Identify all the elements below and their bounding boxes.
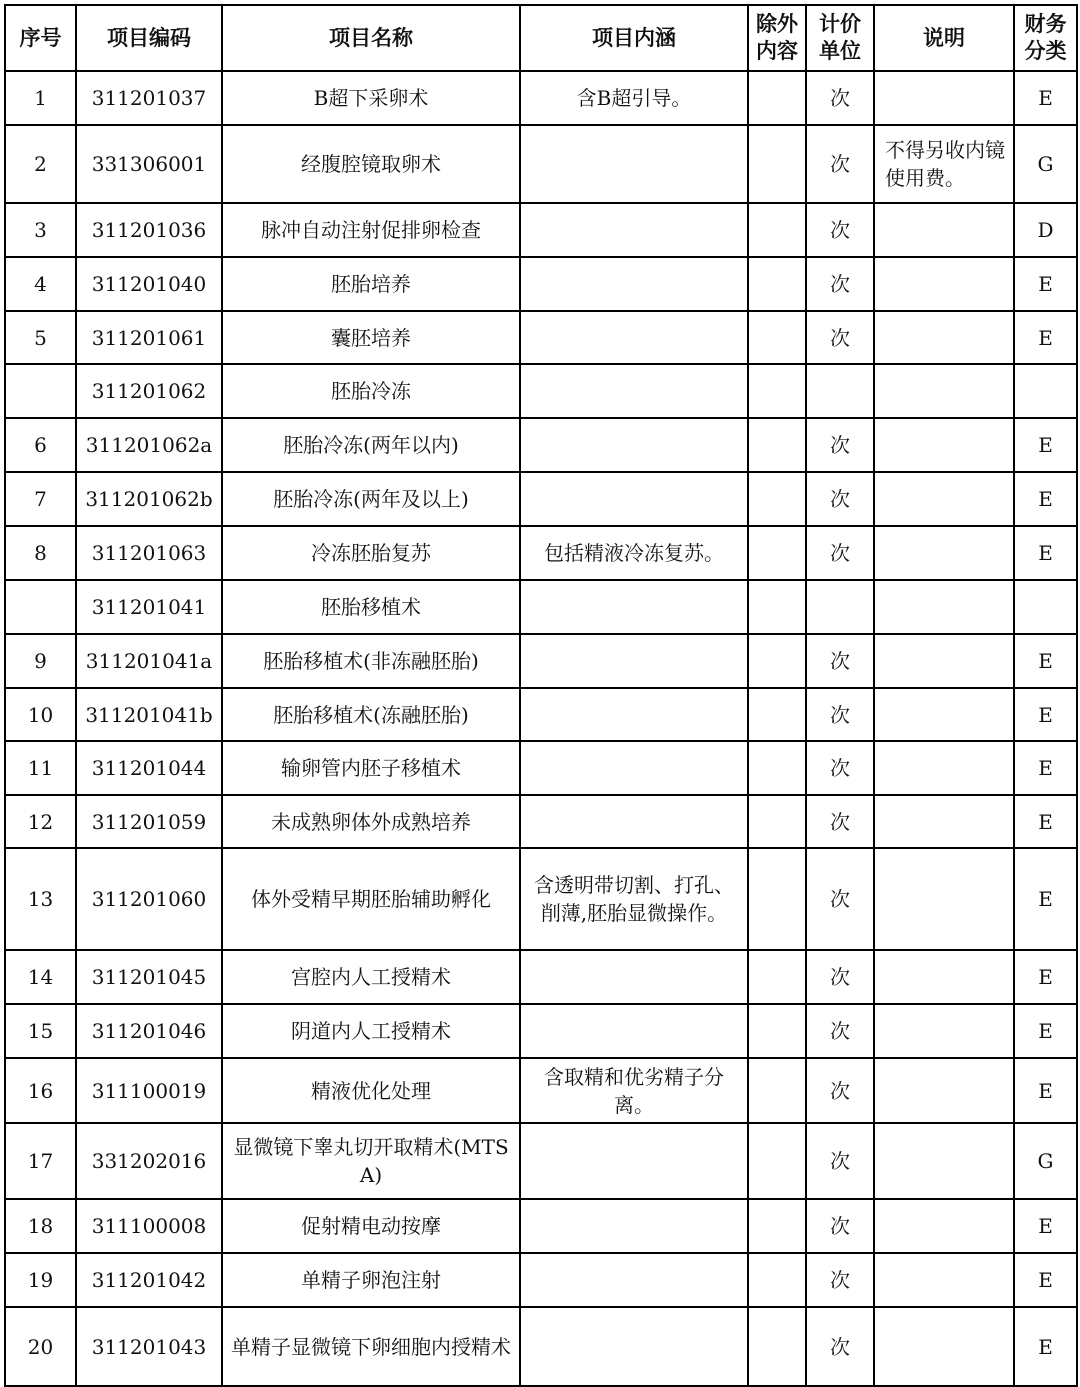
cell-exclusion — [748, 795, 806, 848]
cell-content — [520, 950, 748, 1004]
cell-name: 阴道内人工授精术 — [222, 1004, 520, 1058]
cell-category — [1014, 580, 1077, 634]
header-seq: 序号 — [5, 5, 76, 71]
cell-note — [874, 848, 1014, 950]
cell-content — [520, 472, 748, 526]
cell-exclusion — [748, 688, 806, 741]
table-header-row — [5, 5, 1077, 71]
cell-seq: 13 — [5, 848, 76, 950]
table-row — [5, 634, 1077, 688]
table-row — [5, 1123, 1077, 1199]
cell-name: 胚胎移植术(非冻融胚胎) — [222, 634, 520, 688]
cell-name: 胚胎冷冻(两年及以上) — [222, 472, 520, 526]
cell-category: G — [1014, 1123, 1077, 1199]
cell-exclusion — [748, 1123, 806, 1199]
cell-unit: 次 — [806, 1199, 874, 1253]
cell-name: 冷冻胚胎复苏 — [222, 526, 520, 580]
cell-note — [874, 795, 1014, 848]
cell-seq: 11 — [5, 741, 76, 795]
table-row — [5, 1058, 1077, 1123]
cell-unit: 次 — [806, 526, 874, 580]
cell-exclusion — [748, 311, 806, 364]
cell-exclusion — [748, 1058, 806, 1123]
cell-name: 胚胎移植术(冻融胚胎) — [222, 688, 520, 741]
cell-name: 单精子显微镜下卵细胞内授精术 — [222, 1307, 520, 1386]
cell-content — [520, 580, 748, 634]
cell-category: E — [1014, 795, 1077, 848]
cell-code: 331202016 — [76, 1123, 222, 1199]
cell-name: 胚胎培养 — [222, 257, 520, 311]
cell-code: 311201062a — [76, 418, 222, 472]
table-row — [5, 364, 1077, 418]
table-row — [5, 795, 1077, 848]
header-content: 项目内涵 — [520, 5, 748, 71]
table-row — [5, 472, 1077, 526]
cell-note — [874, 1004, 1014, 1058]
fee-table — [4, 4, 1078, 1387]
table-body — [5, 71, 1077, 1386]
cell-code: 311201045 — [76, 950, 222, 1004]
cell-unit: 次 — [806, 741, 874, 795]
cell-category: E — [1014, 1253, 1077, 1307]
cell-seq: 19 — [5, 1253, 76, 1307]
cell-unit: 次 — [806, 203, 874, 257]
cell-note — [874, 741, 1014, 795]
cell-unit: 次 — [806, 634, 874, 688]
cell-category: E — [1014, 472, 1077, 526]
cell-content — [520, 1004, 748, 1058]
cell-note — [874, 203, 1014, 257]
cell-seq: 18 — [5, 1199, 76, 1253]
cell-exclusion — [748, 634, 806, 688]
cell-category: E — [1014, 1307, 1077, 1386]
table-row — [5, 580, 1077, 634]
cell-exclusion — [748, 950, 806, 1004]
cell-content — [520, 1123, 748, 1199]
cell-exclusion — [748, 257, 806, 311]
cell-content — [520, 688, 748, 741]
cell-name: 未成熟卵体外成熟培养 — [222, 795, 520, 848]
cell-code: 311100008 — [76, 1199, 222, 1253]
cell-name: 经腹腔镜取卵术 — [222, 125, 520, 203]
cell-unit: 次 — [806, 418, 874, 472]
cell-content — [520, 741, 748, 795]
table-row — [5, 71, 1077, 125]
cell-content — [520, 634, 748, 688]
cell-content — [520, 418, 748, 472]
cell-unit: 次 — [806, 1307, 874, 1386]
cell-seq: 16 — [5, 1058, 76, 1123]
cell-unit: 次 — [806, 472, 874, 526]
cell-exclusion — [748, 1307, 806, 1386]
cell-content: 含取精和优劣精子分离。 — [520, 1058, 748, 1123]
cell-unit: 次 — [806, 71, 874, 125]
cell-content: 含透明带切割、打孔、削薄,胚胎显微操作。 — [520, 848, 748, 950]
cell-seq: 1 — [5, 71, 76, 125]
table-row — [5, 1307, 1077, 1386]
cell-note — [874, 1253, 1014, 1307]
cell-exclusion — [748, 472, 806, 526]
cell-code: 311201041a — [76, 634, 222, 688]
cell-note — [874, 950, 1014, 1004]
cell-seq: 6 — [5, 418, 76, 472]
cell-note — [874, 1307, 1014, 1386]
cell-unit — [806, 580, 874, 634]
cell-name: 促射精电动按摩 — [222, 1199, 520, 1253]
table-row — [5, 1199, 1077, 1253]
cell-exclusion — [748, 741, 806, 795]
cell-exclusion — [748, 418, 806, 472]
cell-category: D — [1014, 203, 1077, 257]
cell-seq: 15 — [5, 1004, 76, 1058]
cell-seq: 20 — [5, 1307, 76, 1386]
table-row — [5, 950, 1077, 1004]
cell-category: E — [1014, 71, 1077, 125]
cell-note — [874, 472, 1014, 526]
cell-name: 胚胎冷冻 — [222, 364, 520, 418]
cell-code: 311201046 — [76, 1004, 222, 1058]
table-row — [5, 1253, 1077, 1307]
cell-category — [1014, 364, 1077, 418]
table-row — [5, 257, 1077, 311]
cell-exclusion — [748, 526, 806, 580]
table-row — [5, 688, 1077, 741]
cell-code: 311201041 — [76, 580, 222, 634]
cell-unit — [806, 364, 874, 418]
cell-unit: 次 — [806, 257, 874, 311]
cell-code: 311100019 — [76, 1058, 222, 1123]
cell-seq: 2 — [5, 125, 76, 203]
cell-code: 311201063 — [76, 526, 222, 580]
cell-name: 胚胎冷冻(两年以内) — [222, 418, 520, 472]
cell-unit: 次 — [806, 688, 874, 741]
cell-note — [874, 634, 1014, 688]
cell-seq: 4 — [5, 257, 76, 311]
cell-name: 胚胎移植术 — [222, 580, 520, 634]
cell-code: 311201059 — [76, 795, 222, 848]
cell-category: E — [1014, 526, 1077, 580]
cell-seq: 17 — [5, 1123, 76, 1199]
cell-unit: 次 — [806, 795, 874, 848]
cell-exclusion — [748, 1004, 806, 1058]
header-exclusion: 除外内容 — [748, 5, 806, 71]
cell-name: 体外受精早期胚胎辅助孵化 — [222, 848, 520, 950]
cell-exclusion — [748, 71, 806, 125]
cell-name: B超下采卵术 — [222, 71, 520, 125]
table-row — [5, 418, 1077, 472]
cell-note — [874, 71, 1014, 125]
cell-content — [520, 1307, 748, 1386]
cell-note: 不得另收内镜使用费。 — [874, 125, 1014, 203]
cell-content — [520, 125, 748, 203]
cell-code: 311201041b — [76, 688, 222, 741]
cell-note — [874, 364, 1014, 418]
cell-note — [874, 418, 1014, 472]
cell-seq — [5, 580, 76, 634]
cell-code: 311201042 — [76, 1253, 222, 1307]
cell-code: 311201043 — [76, 1307, 222, 1386]
cell-unit: 次 — [806, 1058, 874, 1123]
cell-exclusion — [748, 364, 806, 418]
cell-seq: 3 — [5, 203, 76, 257]
cell-content — [520, 364, 748, 418]
cell-name: 精液优化处理 — [222, 1058, 520, 1123]
table-row — [5, 311, 1077, 364]
cell-name: 输卵管内胚子移植术 — [222, 741, 520, 795]
cell-name: 囊胚培养 — [222, 311, 520, 364]
cell-category: E — [1014, 257, 1077, 311]
cell-category: E — [1014, 688, 1077, 741]
cell-unit: 次 — [806, 1004, 874, 1058]
cell-code: 311201060 — [76, 848, 222, 950]
cell-content: 包括精液冷冻复苏。 — [520, 526, 748, 580]
cell-code: 311201062b — [76, 472, 222, 526]
table-row — [5, 125, 1077, 203]
cell-code: 311201036 — [76, 203, 222, 257]
cell-note — [874, 257, 1014, 311]
cell-category: G — [1014, 125, 1077, 203]
cell-code: 311201061 — [76, 311, 222, 364]
cell-exclusion — [748, 580, 806, 634]
cell-exclusion — [748, 848, 806, 950]
table-row — [5, 848, 1077, 950]
cell-note — [874, 688, 1014, 741]
cell-note — [874, 1199, 1014, 1253]
table-row — [5, 203, 1077, 257]
cell-exclusion — [748, 1253, 806, 1307]
cell-seq — [5, 364, 76, 418]
cell-seq: 12 — [5, 795, 76, 848]
cell-content: 含B超引导。 — [520, 71, 748, 125]
header-unit: 计价单位 — [806, 5, 874, 71]
cell-code: 331306001 — [76, 125, 222, 203]
cell-category: E — [1014, 418, 1077, 472]
cell-note — [874, 1058, 1014, 1123]
cell-code: 311201044 — [76, 741, 222, 795]
cell-category: E — [1014, 950, 1077, 1004]
cell-content — [520, 1199, 748, 1253]
cell-note — [874, 580, 1014, 634]
cell-unit: 次 — [806, 1253, 874, 1307]
table-row — [5, 526, 1077, 580]
cell-seq: 5 — [5, 311, 76, 364]
cell-exclusion — [748, 203, 806, 257]
cell-content — [520, 311, 748, 364]
header-name: 项目名称 — [222, 5, 520, 71]
cell-category: E — [1014, 634, 1077, 688]
table-row — [5, 1004, 1077, 1058]
cell-seq: 7 — [5, 472, 76, 526]
cell-code: 311201037 — [76, 71, 222, 125]
cell-unit: 次 — [806, 950, 874, 1004]
cell-seq: 10 — [5, 688, 76, 741]
header-category: 财务分类 — [1014, 5, 1077, 71]
cell-note — [874, 311, 1014, 364]
cell-content — [520, 203, 748, 257]
cell-seq: 14 — [5, 950, 76, 1004]
cell-category: E — [1014, 848, 1077, 950]
cell-note — [874, 526, 1014, 580]
table-row — [5, 741, 1077, 795]
cell-note — [874, 1123, 1014, 1199]
cell-category: E — [1014, 1199, 1077, 1253]
cell-name: 宫腔内人工授精术 — [222, 950, 520, 1004]
cell-seq: 8 — [5, 526, 76, 580]
cell-content — [520, 795, 748, 848]
cell-category: E — [1014, 1004, 1077, 1058]
cell-content — [520, 257, 748, 311]
cell-category: E — [1014, 1058, 1077, 1123]
cell-unit: 次 — [806, 125, 874, 203]
header-note: 说明 — [874, 5, 1014, 71]
cell-unit: 次 — [806, 848, 874, 950]
cell-category: E — [1014, 311, 1077, 364]
cell-code: 311201040 — [76, 257, 222, 311]
cell-name: 脉冲自动注射促排卵检查 — [222, 203, 520, 257]
cell-name: 显微镜下睾丸切开取精术(MTSA) — [222, 1123, 520, 1199]
cell-content — [520, 1253, 748, 1307]
cell-code: 311201062 — [76, 364, 222, 418]
cell-unit: 次 — [806, 311, 874, 364]
cell-exclusion — [748, 125, 806, 203]
cell-name: 单精子卵泡注射 — [222, 1253, 520, 1307]
cell-seq: 9 — [5, 634, 76, 688]
cell-category: E — [1014, 741, 1077, 795]
cell-unit: 次 — [806, 1123, 874, 1199]
cell-exclusion — [748, 1199, 806, 1253]
header-code: 项目编码 — [76, 5, 222, 71]
